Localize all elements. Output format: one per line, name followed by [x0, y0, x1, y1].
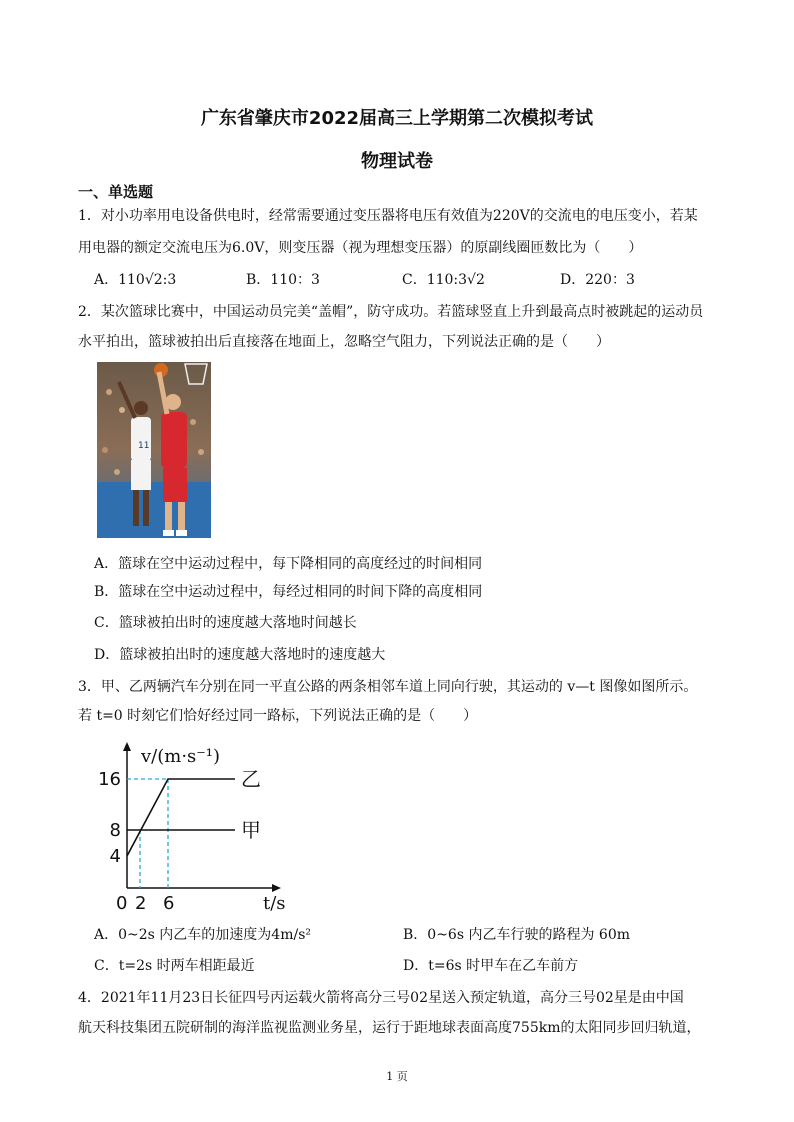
y-tick-4: 4 [109, 846, 121, 867]
page-number: 1 页 [386, 1070, 408, 1083]
q1-text-line-2: 用电器的额定交流电压为6.0V，则变压器（视为理想变压器）的原副线圈匝数比为（ ） [78, 240, 643, 256]
vt-graph [95, 738, 305, 913]
q2-option-c: C．篮球被拍出时的速度越大落地时间越长 [94, 615, 357, 631]
y-axis-arrow-icon [123, 742, 131, 751]
section-heading: 一、单选题 [78, 183, 154, 201]
y-axis-label: v/(m·s⁻¹) [141, 746, 221, 767]
x-tick-0: 0 [116, 893, 128, 913]
q3-text-line-2: 若 t=0 时刻它们恰好经过同一路标，下列说法正确的是（ ） [78, 708, 478, 724]
q3-option-b: B．0~6s 内乙车行驶的路程为 60m [403, 927, 631, 943]
q1-option-d: D．220：3 [560, 272, 635, 288]
exam-title: 广东省肇庆市2022届高三上学期第二次模拟考试 [200, 108, 594, 129]
exam-subtitle: 物理试卷 [361, 151, 433, 172]
x-axis-label: t/s [263, 893, 286, 913]
q1-text-line-1: 1．对小功率用电设备供电时，经常需要通过变压器将电压有效值为220V的交流电的电压变小，若某 [78, 208, 698, 224]
x-tick-6: 6 [163, 893, 175, 913]
x-axis-arrow-icon [272, 884, 281, 892]
q2-text-line-1: 2．某次篮球比赛中，中国运动员完美“盖帽”，防守成功。若篮球竖直上升到最高点时被跳起的运动员 [78, 304, 704, 320]
svg-text:11: 11 [138, 441, 150, 451]
y-tick-16: 16 [98, 769, 121, 790]
q3-text-line-1: 3．甲、乙两辆汽车分别在同一平直公路的两条相邻车道上同向行驶，其运动的 v—t 图像如图所示。 [78, 679, 698, 695]
x-tick-2: 2 [135, 893, 147, 913]
q2-option-b: B．篮球在空中运动过程中，每经过相同的时间下降的高度相同 [94, 584, 483, 600]
label-jia: 甲 [241, 818, 261, 842]
q3-option-d: D．t=6s 时甲车在乙车前方 [403, 958, 579, 974]
q2-option-a: A．篮球在空中运动过程中，每下降相同的高度经过的时间相同 [94, 556, 483, 572]
series-yi [127, 779, 235, 856]
basketball-block-photo [97, 362, 211, 538]
q3-option-a: A．0~2s 内乙车的加速度为4m/s² [94, 927, 311, 943]
q1-option-a: A．110√2:3 [94, 272, 177, 288]
q4-text-line-2: 航天科技集团五院研制的海洋监视监测业务星，运行于距地球表面高度755km的太阳同步回归轨道， [78, 1020, 701, 1036]
q2-text-line-2: 水平拍出，篮球被拍出后直接落在地面上，忽略空气阻力，下列说法正确的是（ ） [78, 334, 610, 350]
y-tick-8: 8 [109, 820, 121, 841]
q4-text-line-1: 4．2021年11月23日长征四号丙运载火箭将高分三号02星送入预定轨道，高分三号02星是由中国 [78, 990, 684, 1006]
label-yi: 乙 [241, 767, 261, 791]
q1-option-c: C．110:3√2 [402, 272, 485, 288]
q1-option-b: B．110：3 [246, 272, 320, 288]
q2-option-d: D．篮球被拍出时的速度越大落地时的速度越大 [94, 647, 386, 663]
q3-option-c: C．t=2s 时两车相距最近 [94, 958, 255, 974]
